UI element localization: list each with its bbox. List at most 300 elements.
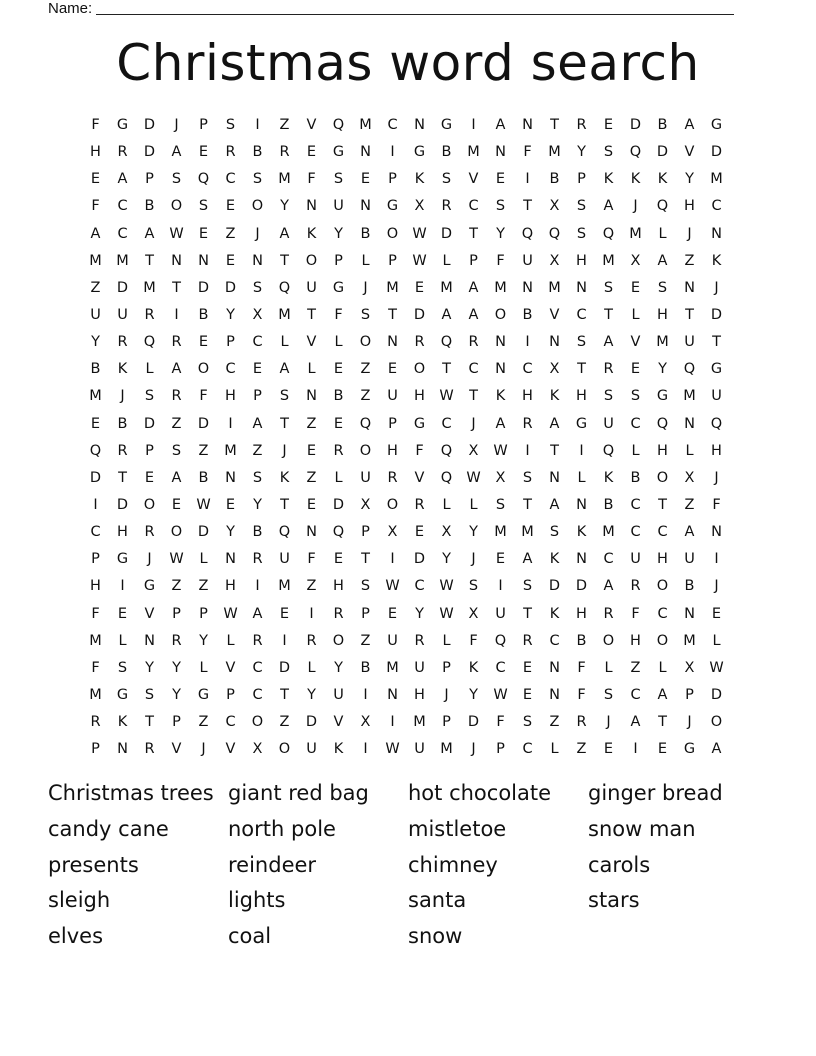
grid-letter[interactable]: L: [631, 306, 640, 323]
grid-letter[interactable]: N: [252, 252, 263, 269]
grid-letter[interactable]: Y: [307, 686, 316, 703]
grid-letter[interactable]: X: [549, 198, 560, 215]
grid-letter[interactable]: D: [467, 714, 480, 731]
grid-letter[interactable]: Z: [198, 714, 209, 731]
grid-letter[interactable]: M: [413, 714, 426, 731]
grid-letter[interactable]: T: [550, 117, 559, 133]
grid-letter[interactable]: R: [333, 442, 344, 459]
grid-letter[interactable]: J: [363, 279, 368, 296]
grid-letter[interactable]: L: [280, 334, 289, 351]
grid-letter[interactable]: A: [657, 686, 668, 703]
grid-letter[interactable]: Q: [494, 632, 507, 649]
grid-letter[interactable]: G: [683, 741, 696, 758]
grid-letter[interactable]: J: [471, 741, 476, 758]
grid-letter[interactable]: X: [468, 605, 479, 622]
grid-letter[interactable]: N: [711, 524, 722, 541]
grid-letter[interactable]: E: [279, 605, 290, 622]
grid-letter[interactable]: V: [306, 117, 317, 133]
grid-letter[interactable]: J: [444, 686, 449, 703]
grid-letter[interactable]: T: [658, 714, 667, 731]
grid-letter[interactable]: C: [252, 659, 263, 676]
grid-letter[interactable]: A: [252, 415, 263, 432]
grid-letter[interactable]: U: [630, 551, 641, 568]
grid-letter[interactable]: T: [685, 306, 694, 323]
grid-letter[interactable]: C: [468, 198, 479, 215]
grid-letter[interactable]: F: [91, 605, 100, 622]
grid-letter[interactable]: A: [468, 279, 479, 296]
grid-letter[interactable]: E: [657, 741, 668, 758]
grid-letter[interactable]: H: [657, 306, 668, 323]
grid-letter[interactable]: N: [387, 686, 398, 703]
grid-letter[interactable]: O: [170, 198, 183, 215]
grid-letter[interactable]: C: [630, 524, 641, 541]
grid-letter[interactable]: D: [656, 144, 669, 161]
grid-letter[interactable]: F: [199, 388, 208, 405]
grid-letter[interactable]: L: [334, 334, 343, 351]
grid-letter[interactable]: E: [711, 605, 722, 622]
grid-letter[interactable]: K: [414, 171, 425, 188]
grid-letter[interactable]: N: [549, 686, 560, 703]
grid-letter[interactable]: F: [91, 659, 100, 676]
grid-letter[interactable]: U: [333, 198, 344, 215]
grid-letter[interactable]: E: [495, 551, 506, 568]
grid-letter[interactable]: N: [414, 117, 425, 133]
grid-letter[interactable]: N: [576, 551, 587, 568]
grid-letter[interactable]: S: [522, 469, 533, 486]
grid-letter[interactable]: M: [143, 279, 156, 296]
grid-letter[interactable]: C: [387, 117, 398, 133]
grid-letter[interactable]: Z: [630, 659, 641, 676]
grid-letter[interactable]: N: [684, 605, 695, 622]
grid-letter[interactable]: A: [468, 306, 479, 323]
grid-letter[interactable]: Q: [278, 524, 291, 541]
grid-letter[interactable]: T: [523, 496, 532, 513]
grid-letter[interactable]: C: [468, 361, 479, 378]
grid-letter[interactable]: H: [657, 551, 668, 568]
grid-letter[interactable]: P: [361, 524, 370, 541]
grid-letter[interactable]: S: [144, 388, 155, 405]
grid-letter[interactable]: H: [414, 686, 425, 703]
grid-letter[interactable]: E: [306, 144, 317, 161]
grid-letter[interactable]: Q: [440, 334, 453, 351]
grid-letter[interactable]: X: [252, 741, 263, 758]
grid-letter[interactable]: U: [387, 632, 398, 649]
grid-letter[interactable]: S: [576, 334, 587, 351]
grid-letter[interactable]: S: [576, 225, 587, 242]
grid-letter[interactable]: N: [495, 334, 506, 351]
grid-letter[interactable]: C: [117, 225, 128, 242]
grid-letter[interactable]: G: [116, 551, 129, 568]
grid-letter[interactable]: L: [442, 496, 451, 513]
grid-letter[interactable]: B: [198, 306, 209, 323]
grid-letter[interactable]: R: [117, 442, 128, 459]
grid-letter[interactable]: Y: [172, 686, 181, 703]
grid-letter[interactable]: E: [171, 496, 182, 513]
grid-letter[interactable]: P: [388, 252, 397, 269]
grid-letter[interactable]: T: [604, 306, 613, 323]
grid-letter[interactable]: G: [332, 144, 345, 161]
grid-letter[interactable]: K: [603, 469, 614, 486]
grid-letter[interactable]: G: [440, 117, 453, 133]
grid-letter[interactable]: Q: [89, 442, 102, 459]
grid-letter[interactable]: S: [252, 279, 263, 296]
grid-letter[interactable]: P: [145, 442, 154, 459]
grid-letter[interactable]: X: [360, 714, 371, 731]
grid-letter[interactable]: L: [199, 659, 208, 676]
grid-letter[interactable]: Q: [710, 415, 723, 432]
grid-letter[interactable]: B: [522, 306, 533, 323]
grid-letter[interactable]: W: [439, 578, 454, 595]
grid-letter[interactable]: S: [333, 171, 344, 188]
grid-letter[interactable]: J: [471, 551, 476, 568]
grid-letter[interactable]: N: [171, 252, 182, 269]
grid-letter[interactable]: V: [549, 306, 560, 323]
grid-letter[interactable]: J: [174, 117, 179, 133]
grid-letter[interactable]: A: [630, 714, 641, 731]
grid-letter[interactable]: J: [633, 198, 638, 215]
grid-letter[interactable]: H: [333, 578, 344, 595]
grid-letter[interactable]: W: [493, 442, 508, 459]
grid-letter[interactable]: I: [228, 415, 233, 432]
grid-letter[interactable]: X: [387, 524, 398, 541]
grid-letter[interactable]: F: [631, 605, 640, 622]
grid-letter[interactable]: V: [144, 605, 155, 622]
grid-letter[interactable]: Q: [197, 171, 210, 188]
grid-letter[interactable]: T: [388, 306, 397, 323]
grid-letter[interactable]: F: [496, 252, 505, 269]
grid-letter[interactable]: C: [522, 361, 533, 378]
grid-letter[interactable]: W: [169, 551, 184, 568]
grid-letter[interactable]: Y: [172, 659, 181, 676]
grid-letter[interactable]: X: [630, 252, 641, 269]
grid-letter[interactable]: I: [525, 442, 530, 459]
grid-letter[interactable]: T: [469, 225, 478, 242]
grid-letter[interactable]: T: [307, 306, 316, 323]
grid-letter[interactable]: B: [657, 117, 668, 133]
grid-letter[interactable]: V: [171, 741, 182, 758]
grid-letter[interactable]: I: [174, 306, 179, 323]
grid-letter[interactable]: C: [441, 415, 452, 432]
grid-letter[interactable]: T: [577, 361, 586, 378]
grid-letter[interactable]: S: [522, 714, 533, 731]
grid-letter[interactable]: S: [603, 686, 614, 703]
grid-letter[interactable]: R: [414, 496, 425, 513]
grid-letter[interactable]: I: [579, 442, 584, 459]
grid-letter[interactable]: A: [549, 415, 560, 432]
grid-letter[interactable]: E: [225, 496, 236, 513]
grid-letter[interactable]: L: [307, 659, 316, 676]
name-underline[interactable]: [96, 0, 734, 15]
grid-letter[interactable]: N: [495, 144, 506, 161]
grid-letter[interactable]: T: [523, 605, 532, 622]
grid-letter[interactable]: L: [658, 225, 667, 242]
grid-letter[interactable]: S: [576, 198, 587, 215]
grid-letter[interactable]: H: [90, 144, 101, 161]
grid-letter[interactable]: A: [117, 171, 128, 188]
grid-letter[interactable]: T: [361, 551, 370, 568]
grid-letter[interactable]: M: [89, 632, 102, 649]
grid-letter[interactable]: B: [360, 659, 371, 676]
grid-letter[interactable]: W: [385, 578, 400, 595]
grid-letter[interactable]: B: [630, 469, 641, 486]
grid-letter[interactable]: D: [332, 496, 345, 513]
grid-letter[interactable]: S: [225, 117, 236, 133]
grid-letter[interactable]: I: [390, 714, 395, 731]
grid-letter[interactable]: O: [656, 578, 669, 595]
grid-letter[interactable]: G: [116, 686, 129, 703]
grid-letter[interactable]: Q: [332, 524, 345, 541]
grid-letter[interactable]: Y: [253, 496, 262, 513]
grid-letter[interactable]: I: [255, 578, 260, 595]
grid-letter[interactable]: E: [198, 225, 209, 242]
grid-letter[interactable]: L: [604, 659, 613, 676]
grid-letter[interactable]: I: [282, 632, 287, 649]
grid-letter[interactable]: K: [549, 551, 560, 568]
grid-letter[interactable]: U: [603, 415, 614, 432]
grid-letter[interactable]: W: [385, 741, 400, 758]
grid-letter[interactable]: S: [360, 578, 371, 595]
grid-letter[interactable]: D: [89, 469, 102, 486]
grid-letter[interactable]: U: [360, 469, 371, 486]
grid-letter[interactable]: H: [657, 442, 668, 459]
grid-letter[interactable]: P: [388, 171, 397, 188]
grid-letter[interactable]: X: [360, 496, 371, 513]
grid-letter[interactable]: C: [90, 524, 101, 541]
grid-letter[interactable]: M: [683, 388, 696, 405]
grid-letter[interactable]: O: [359, 442, 372, 459]
grid-letter[interactable]: I: [525, 334, 530, 351]
grid-letter[interactable]: S: [279, 388, 290, 405]
grid-letter[interactable]: E: [198, 144, 209, 161]
grid-letter[interactable]: P: [91, 741, 100, 758]
grid-letter[interactable]: H: [225, 578, 236, 595]
grid-letter[interactable]: G: [710, 361, 723, 378]
grid-letter[interactable]: D: [197, 524, 210, 541]
grid-letter[interactable]: E: [414, 524, 425, 541]
grid-letter[interactable]: K: [630, 171, 641, 188]
grid-letter[interactable]: Z: [279, 714, 290, 731]
grid-letter[interactable]: S: [495, 198, 506, 215]
grid-letter[interactable]: J: [471, 415, 476, 432]
grid-letter[interactable]: T: [442, 361, 451, 378]
grid-letter[interactable]: H: [522, 388, 533, 405]
grid-letter[interactable]: H: [576, 388, 587, 405]
grid-letter[interactable]: Q: [278, 279, 291, 296]
grid-letter[interactable]: C: [603, 551, 614, 568]
grid-letter[interactable]: U: [684, 551, 695, 568]
grid-letter[interactable]: Z: [684, 252, 695, 269]
grid-letter[interactable]: R: [630, 578, 641, 595]
grid-letter[interactable]: R: [441, 198, 452, 215]
grid-letter[interactable]: Z: [684, 496, 695, 513]
grid-letter[interactable]: D: [413, 306, 426, 323]
name-field-line[interactable]: [48, 0, 742, 18]
grid-letter[interactable]: I: [498, 578, 503, 595]
grid-letter[interactable]: M: [89, 388, 102, 405]
grid-letter[interactable]: V: [684, 144, 695, 161]
grid-letter[interactable]: R: [252, 551, 263, 568]
grid-letter[interactable]: Y: [145, 659, 154, 676]
grid-letter[interactable]: O: [656, 469, 669, 486]
grid-letter[interactable]: W: [196, 496, 211, 513]
grid-letter[interactable]: U: [495, 605, 506, 622]
grid-letter[interactable]: A: [603, 334, 614, 351]
grid-letter[interactable]: D: [143, 117, 156, 133]
grid-letter[interactable]: Q: [143, 334, 156, 351]
grid-letter[interactable]: D: [305, 714, 318, 731]
grid-letter[interactable]: P: [91, 551, 100, 568]
grid-letter[interactable]: I: [390, 551, 395, 568]
grid-letter[interactable]: E: [144, 469, 155, 486]
grid-letter[interactable]: E: [333, 551, 344, 568]
grid-letter[interactable]: Z: [576, 741, 587, 758]
grid-letter[interactable]: Z: [306, 469, 317, 486]
grid-letter[interactable]: D: [440, 225, 453, 242]
grid-letter[interactable]: M: [710, 171, 723, 188]
grid-letter[interactable]: T: [280, 496, 289, 513]
grid-letter[interactable]: K: [549, 388, 560, 405]
grid-letter[interactable]: G: [332, 279, 345, 296]
grid-letter[interactable]: K: [549, 605, 560, 622]
grid-letter[interactable]: M: [548, 144, 561, 161]
grid-letter[interactable]: K: [117, 361, 128, 378]
grid-letter[interactable]: Y: [685, 171, 694, 188]
grid-letter[interactable]: N: [576, 496, 587, 513]
grid-letter[interactable]: J: [120, 388, 125, 405]
grid-letter[interactable]: M: [494, 279, 507, 296]
grid-letter[interactable]: F: [415, 442, 424, 459]
grid-letter[interactable]: R: [144, 524, 155, 541]
grid-letter[interactable]: K: [306, 225, 317, 242]
grid-letter[interactable]: O: [170, 524, 183, 541]
grid-letter[interactable]: N: [306, 524, 317, 541]
grid-letter[interactable]: W: [412, 225, 427, 242]
grid-letter[interactable]: G: [413, 144, 426, 161]
grid-letter[interactable]: E: [522, 686, 533, 703]
grid-letter[interactable]: W: [439, 388, 454, 405]
grid-letter[interactable]: L: [361, 252, 370, 269]
grid-letter[interactable]: D: [710, 306, 723, 323]
grid-letter[interactable]: U: [684, 334, 695, 351]
grid-letter[interactable]: R: [171, 632, 182, 649]
grid-letter[interactable]: G: [656, 388, 669, 405]
grid-letter[interactable]: O: [332, 632, 345, 649]
grid-letter[interactable]: X: [441, 524, 452, 541]
grid-letter[interactable]: S: [603, 144, 614, 161]
grid-letter[interactable]: X: [495, 469, 506, 486]
grid-letter[interactable]: M: [386, 279, 399, 296]
grid-letter[interactable]: T: [523, 198, 532, 215]
grid-letter[interactable]: Y: [334, 225, 343, 242]
grid-letter[interactable]: J: [687, 714, 692, 731]
grid-letter[interactable]: M: [89, 252, 102, 269]
grid-letter[interactable]: J: [147, 551, 152, 568]
grid-letter[interactable]: H: [711, 442, 722, 459]
grid-letter[interactable]: F: [91, 198, 100, 215]
grid-letter[interactable]: H: [225, 388, 236, 405]
grid-letter[interactable]: Q: [683, 361, 696, 378]
grid-letter[interactable]: R: [252, 632, 263, 649]
grid-letter[interactable]: N: [360, 198, 371, 215]
grid-letter[interactable]: Q: [548, 225, 561, 242]
grid-letter[interactable]: C: [225, 714, 236, 731]
grid-letter[interactable]: N: [225, 551, 236, 568]
grid-letter[interactable]: P: [442, 659, 451, 676]
grid-letter[interactable]: O: [143, 496, 156, 513]
grid-letter[interactable]: M: [521, 524, 534, 541]
grid-letter[interactable]: H: [684, 198, 695, 215]
grid-letter[interactable]: M: [656, 334, 669, 351]
grid-letter[interactable]: B: [198, 469, 209, 486]
grid-letter[interactable]: U: [306, 279, 317, 296]
grid-letter[interactable]: N: [198, 252, 209, 269]
grid-letter[interactable]: S: [630, 388, 641, 405]
grid-letter[interactable]: Z: [360, 632, 371, 649]
grid-letter[interactable]: T: [712, 334, 721, 351]
grid-letter[interactable]: M: [548, 279, 561, 296]
grid-letter[interactable]: K: [495, 388, 506, 405]
grid-letter[interactable]: O: [386, 225, 399, 242]
grid-letter[interactable]: V: [306, 334, 317, 351]
grid-letter[interactable]: P: [388, 415, 397, 432]
grid-letter[interactable]: N: [306, 198, 317, 215]
grid-letter[interactable]: A: [144, 225, 155, 242]
grid-letter[interactable]: V: [630, 334, 641, 351]
grid-letter[interactable]: E: [333, 415, 344, 432]
grid-letter[interactable]: O: [710, 714, 723, 731]
grid-letter[interactable]: M: [494, 524, 507, 541]
grid-letter[interactable]: Q: [332, 117, 345, 133]
grid-letter[interactable]: N: [549, 659, 560, 676]
grid-letter[interactable]: N: [549, 469, 560, 486]
grid-letter[interactable]: O: [251, 714, 264, 731]
grid-letter[interactable]: M: [602, 252, 615, 269]
grid-letter[interactable]: S: [117, 659, 128, 676]
grid-letter[interactable]: U: [90, 306, 101, 323]
grid-letter[interactable]: V: [333, 714, 344, 731]
grid-letter[interactable]: B: [576, 632, 587, 649]
grid-letter[interactable]: Z: [252, 442, 263, 459]
grid-letter[interactable]: N: [522, 117, 533, 133]
grid-letter[interactable]: J: [201, 741, 206, 758]
grid-letter[interactable]: F: [307, 551, 316, 568]
grid-letter[interactable]: P: [199, 117, 208, 133]
grid-letter[interactable]: R: [333, 605, 344, 622]
grid-letter[interactable]: O: [305, 252, 318, 269]
grid-letter[interactable]: C: [630, 686, 641, 703]
grid-letter[interactable]: E: [90, 415, 101, 432]
grid-letter[interactable]: D: [278, 659, 291, 676]
grid-letter[interactable]: L: [631, 442, 640, 459]
grid-letter[interactable]: L: [577, 469, 586, 486]
grid-letter[interactable]: X: [684, 659, 695, 676]
grid-letter[interactable]: F: [307, 171, 316, 188]
grid-letter[interactable]: G: [413, 415, 426, 432]
grid-letter[interactable]: K: [117, 714, 128, 731]
grid-letter[interactable]: I: [363, 686, 368, 703]
grid-letter[interactable]: O: [278, 741, 291, 758]
grid-letter[interactable]: B: [252, 524, 263, 541]
grid-letter[interactable]: K: [603, 171, 614, 188]
grid-letter[interactable]: B: [117, 415, 128, 432]
grid-letter[interactable]: H: [387, 442, 398, 459]
grid-letter[interactable]: P: [442, 714, 451, 731]
grid-letter[interactable]: L: [712, 632, 721, 649]
grid-letter[interactable]: D: [413, 551, 426, 568]
grid-letter[interactable]: L: [118, 632, 127, 649]
grid-letter[interactable]: D: [116, 496, 129, 513]
grid-letter[interactable]: M: [224, 442, 237, 459]
